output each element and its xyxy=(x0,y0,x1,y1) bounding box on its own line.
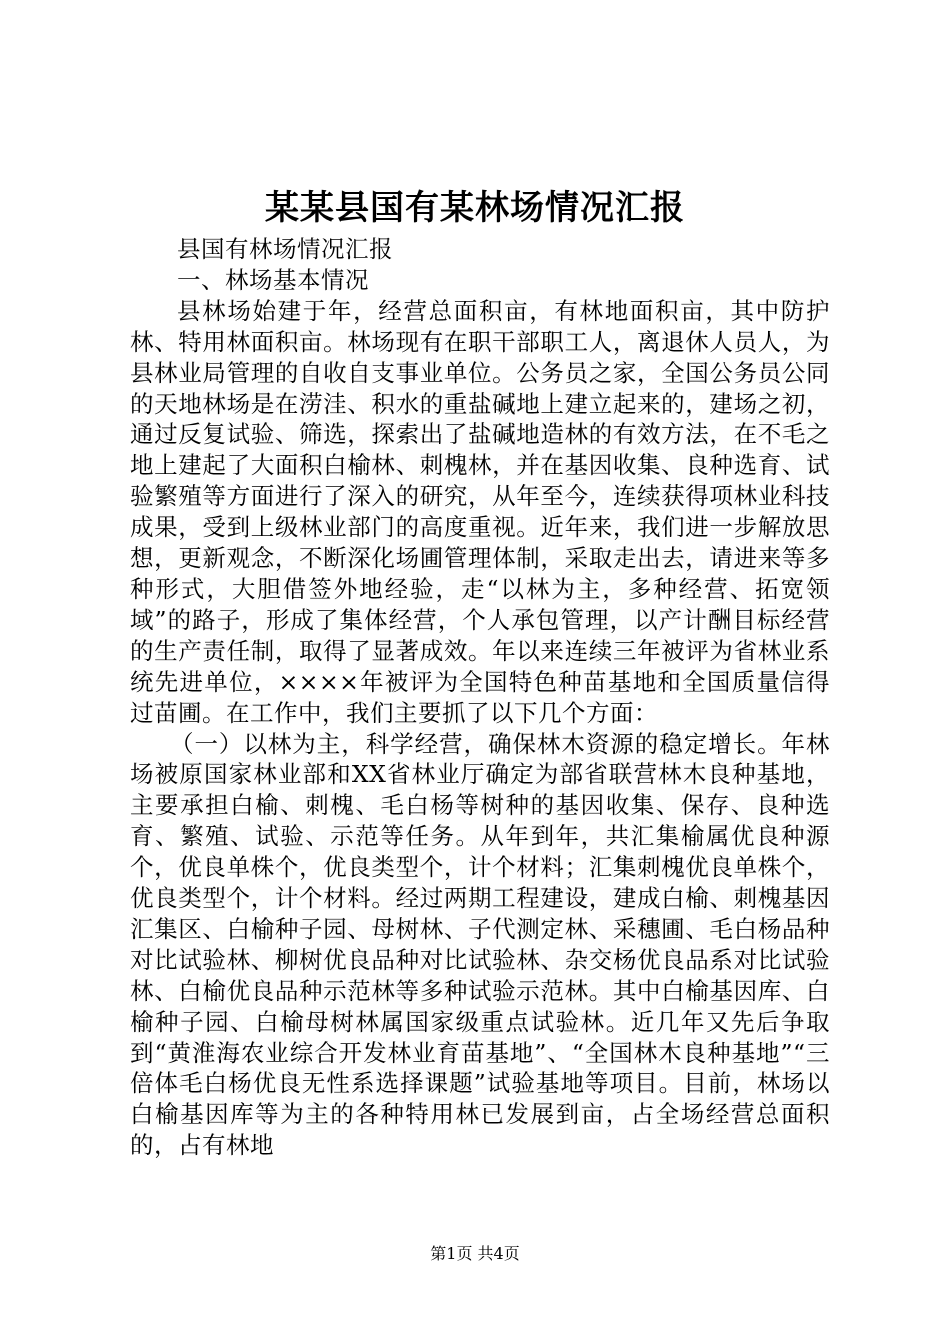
body-paragraph-2: （一）以林为主，科学经营，确保林木资源的稳定增长。年林场被原国家林业部和XX省林业厅确定为部省联营林木良种基地，主要承担白榆、刺槐、毛白杨等树种的基因收集、保存、良种选育、繁殖、试验、示范等任务。从年到年，共汇集榆属优良种源个，优良单株个，优良类型个，计个材料；汇集刺槐优良单株个，优良类型个，计个材料。经过两期工程建设，建成白榆、刺槐基因汇集区、白榆种子园、母树林、子代测定林、采穗圃、毛白杨品种对比试验林、柳树优良品种对比试验林、杂交杨优良品系对比试验林、白榆优良品种示范林等多种试验示范林。其中白榆基因库、白榆种子园、白榆母树林属国家级重点试验林。近几年又先后争取到“黄淮海农业综合开发林业育苗基地”、“全国林木良种基地”“三倍体毛白杨优良无性系选择课题”试验基地等项目。目前，林场以白榆基因库等为主的各种特用林已发展到亩，占全场经营总面积的，占有林地 xyxy=(130,729,830,1160)
document-subtitle: 县国有林场情况汇报 xyxy=(177,235,393,263)
body-paragraph-1: 县林场始建于年，经营总面积亩，有林地面积亩，其中防护林、特用林面积亩。林场现有在职干部职工人，离退休人员人，为县林业局管理的自收自支事业单位。公务员之家，全国公务员公同的天地林场是在涝洼、积水的重盐碱地上建立起来的，建场之初，通过反复试验、筛选，探索出了盐碱地造林的有效方法，在不毛之地上建起了大面积白榆林、刺槐林，并在基因收集、良种选育、试验繁殖等方面进行了深入的研究，从年至今，连续获得项林业科技成果，受到上级林业部门的高度重视。近年来，我们进一步解放思想，更新观念，不断深化场圃管理体制，采取走出去，请进来等多种形式，大胆借签外地经验，走“以林为主，多种经营、拓宽领域”的路子，形成了集体经营，个人承包管理，以产计酬目标经营的生产责任制，取得了显著成效。年以来连续三年被评为省林业系统先进单位，××××年被评为全国特色种苗基地和全国质量信得过苗圃。在工作中，我们主要抓了以下几个方面： xyxy=(130,296,830,727)
document-body xyxy=(130,234,830,1161)
section-heading: 一、林场基本情况 xyxy=(177,265,369,294)
document-title: 某某县国有某林场情况汇报 xyxy=(265,188,685,228)
page-footer: 第1页 共4页 xyxy=(430,1244,520,1263)
